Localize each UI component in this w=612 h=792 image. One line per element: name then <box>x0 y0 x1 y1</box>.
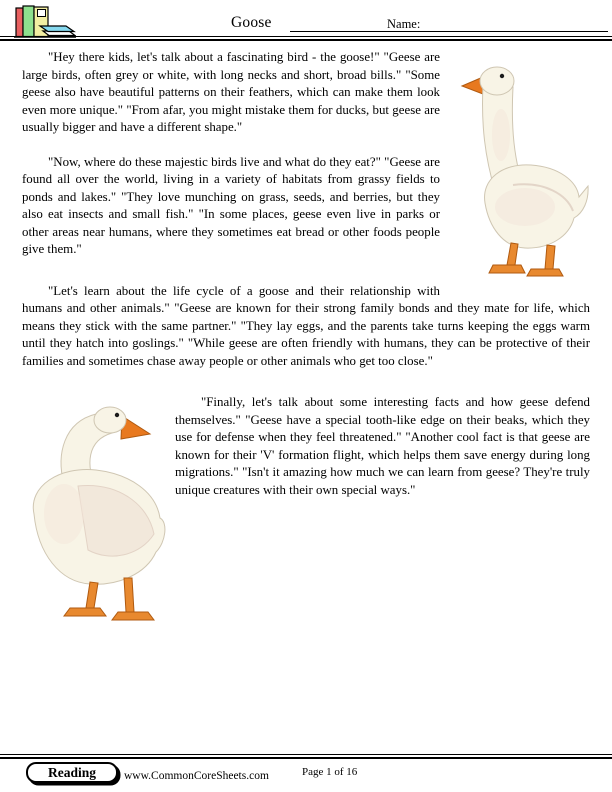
paragraph-4 <box>22 394 590 499</box>
paragraph-4-text: "Finally, let's talk about some interesting facts and how geese defend themselves." "Geese have a special tooth-like edge on their beaks, which they use for defense when they feel threatened." "Another cool fact is that geese are known for their 'V' formation flight, which helps them save energy during long migrations." "Isn't it amazing how much we can learn from geese? They're truly unique creatures with their own special ways." <box>175 395 590 497</box>
name-label: Name: <box>387 17 421 31</box>
goose-image-top <box>450 49 590 289</box>
paragraph-3-text: "Let's learn about the life cycle of a goose and their relationship with humans and other animals." "Geese are known for their strong family bonds and they mate for life, which means they stick with the same partner." "They lay eggs, and the parents take turns keeping the eggs warm until they hatch into goslings." "While geese are often friendly with humans, they can be protective of their families and sometimes chase away people or other animals who get too close." <box>22 283 590 368</box>
paragraph-1-text: "Hey there kids, let's talk about a fascinating bird - the goose!" "Geese are large birds, often grey or white, with long necks and short, broad bills." "Some geese also have beautiful patterns on their feathers, which can make them look even more unique." "From afar, you might mistake them for ducks, but geese are usually bigger and have a different shape." <box>22 50 440 134</box>
category-badge: Reading <box>26 762 118 783</box>
paragraph-1 <box>22 49 590 137</box>
paragraph-2-text: "Now, where do these majestic birds live and what do they eat?" "Geese are found all over the world, living in a variety of habitats from grassy fields to ponds and lakes." "They love munching on grass, seeds, and berries, but they also eat insects and small fish." "In some places, geese even live in parks or other areas near humans, where they sometimes eat bread or other foods people give them." <box>22 154 440 256</box>
page-number: Page 1 of 16 <box>302 766 358 778</box>
website-text: www.CommonCoreSheets.com <box>124 770 269 782</box>
footer-rule <box>0 754 612 759</box>
page-title: Goose <box>231 14 272 31</box>
goose-image-bottom <box>22 394 167 632</box>
paragraph-3 <box>22 283 590 371</box>
